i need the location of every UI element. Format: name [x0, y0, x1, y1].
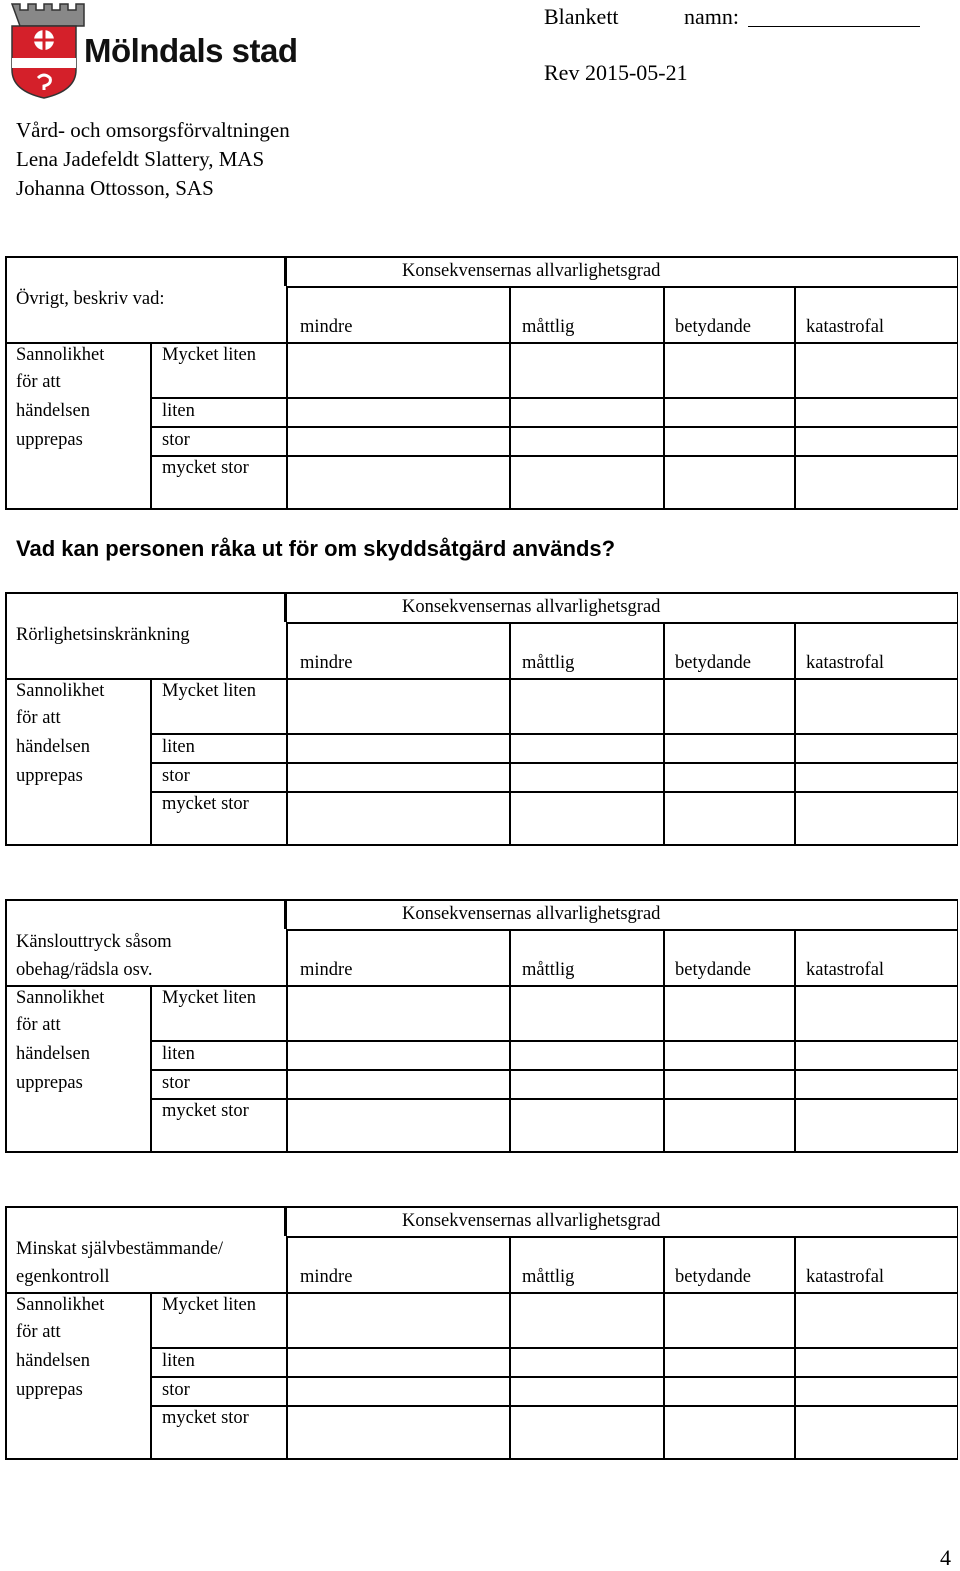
severity-label: måttlig — [522, 317, 575, 337]
severity-label: katastrofal — [806, 1267, 885, 1287]
likelihood-label: upprepas — [16, 766, 83, 786]
likelihood-label: för att — [16, 1322, 61, 1342]
form-label: Blankett — [544, 4, 619, 29]
table-border — [5, 592, 958, 594]
severity-label: mindre — [300, 653, 353, 673]
severity-label: mindre — [300, 1267, 353, 1287]
table-border — [150, 397, 958, 399]
name-field-line[interactable] — [748, 26, 920, 27]
brand-name: Mölndals stad — [84, 32, 298, 69]
severity-label: måttlig — [522, 653, 575, 673]
table-border — [957, 592, 959, 846]
risk-matrix-form — [5, 256, 958, 510]
table-border — [150, 342, 152, 508]
page-number: 4 — [940, 1545, 951, 1570]
table-border — [150, 985, 152, 1151]
table-border — [286, 286, 958, 288]
likelihood-label: Sannolikhet — [16, 1295, 105, 1315]
likelihood-level: mycket stor — [162, 1408, 249, 1428]
table-border — [5, 1458, 958, 1460]
table-border — [150, 678, 152, 844]
consequence-header: Konsekvensernas allvarlighetsgrad — [402, 904, 661, 924]
table-border — [150, 1098, 958, 1100]
risk-matrix-form — [5, 592, 958, 846]
table-border — [150, 733, 958, 735]
severity-label: katastrofal — [806, 653, 885, 673]
table-border — [5, 985, 958, 987]
table-border — [284, 592, 287, 622]
severity-label: betydande — [675, 1267, 752, 1287]
likelihood-label: Sannolikhet — [16, 681, 105, 701]
likelihood-level: Mycket liten — [162, 345, 257, 365]
likelihood-level: mycket stor — [162, 1101, 249, 1121]
table-border — [5, 899, 958, 901]
risk-matrix-form — [5, 1206, 958, 1460]
table-border — [150, 1405, 958, 1407]
table-border — [150, 1040, 958, 1042]
likelihood-label: händelsen — [16, 737, 90, 757]
form-title: Känslouttryck såsom — [16, 932, 172, 952]
table-border — [957, 1206, 959, 1460]
likelihood-level: liten — [162, 1044, 195, 1064]
name-label: namn: — [684, 4, 739, 29]
section-heading: Vad kan personen råka ut för om skyddsåtgärd används? — [16, 536, 616, 561]
likelihood-label: upprepas — [16, 1073, 83, 1093]
form-title: egenkontroll — [16, 1267, 110, 1287]
likelihood-label: för att — [16, 1015, 61, 1035]
table-border — [150, 455, 958, 457]
likelihood-level: stor — [162, 430, 190, 450]
table-border — [150, 1376, 958, 1378]
table-border — [5, 678, 958, 680]
table-border — [957, 899, 959, 1153]
table-border — [5, 844, 958, 846]
likelihood-level: stor — [162, 766, 190, 786]
table-border — [150, 426, 958, 428]
table-border — [5, 342, 958, 344]
severity-label: betydande — [675, 317, 752, 337]
table-border — [5, 1206, 7, 1458]
table-border — [286, 622, 958, 624]
severity-label: mindre — [300, 317, 353, 337]
risk-matrix-form — [5, 899, 958, 1153]
likelihood-label: Sannolikhet — [16, 345, 105, 365]
table-border — [5, 1292, 958, 1294]
revision-label: Rev 2015-05-21 — [544, 60, 688, 85]
likelihood-level: Mycket liten — [162, 681, 257, 701]
organization-line: Vård- och omsorgsförvaltningen — [16, 118, 290, 142]
likelihood-label: upprepas — [16, 1380, 83, 1400]
form-title: Övrigt, beskriv vad: — [16, 289, 165, 309]
table-border — [5, 256, 7, 508]
likelihood-level: Mycket liten — [162, 988, 257, 1008]
likelihood-level: liten — [162, 1351, 195, 1371]
likelihood-label: händelsen — [16, 401, 90, 421]
likelihood-label: händelsen — [16, 1044, 90, 1064]
table-border — [284, 256, 287, 286]
severity-label: måttlig — [522, 1267, 575, 1287]
form-title: Rörlighetsinskränkning — [16, 625, 190, 645]
likelihood-label: Sannolikhet — [16, 988, 105, 1008]
likelihood-level: mycket stor — [162, 794, 249, 814]
table-border — [150, 1069, 958, 1071]
severity-label: betydande — [675, 653, 752, 673]
likelihood-level: liten — [162, 737, 195, 757]
likelihood-level: mycket stor — [162, 458, 249, 478]
organization-line: Johanna Ottosson, SAS — [16, 176, 214, 200]
table-border — [957, 256, 959, 510]
form-title: Minskat självbestämmande/ — [16, 1239, 224, 1259]
table-border — [5, 508, 958, 510]
table-border — [150, 791, 958, 793]
form-title: obehag/rädsla osv. — [16, 960, 153, 980]
severity-label: katastrofal — [806, 317, 885, 337]
table-border — [150, 1292, 152, 1458]
severity-label: mindre — [300, 960, 353, 980]
table-border — [5, 1206, 958, 1208]
table-border — [150, 762, 958, 764]
likelihood-level: stor — [162, 1073, 190, 1093]
table-border — [5, 1151, 958, 1153]
likelihood-level: Mycket liten — [162, 1295, 257, 1315]
consequence-header: Konsekvensernas allvarlighetsgrad — [402, 597, 661, 617]
organization-line: Lena Jadefeldt Slattery, MAS — [16, 147, 265, 171]
likelihood-level: liten — [162, 401, 195, 421]
table-border — [286, 929, 958, 931]
table-border — [284, 899, 287, 929]
consequence-header: Konsekvensernas allvarlighetsgrad — [402, 1211, 661, 1231]
table-border — [5, 256, 958, 258]
likelihood-label: upprepas — [16, 430, 83, 450]
table-border — [5, 899, 7, 1151]
likelihood-label: händelsen — [16, 1351, 90, 1371]
severity-label: katastrofal — [806, 960, 885, 980]
severity-label: betydande — [675, 960, 752, 980]
table-border — [5, 592, 7, 844]
likelihood-label: för att — [16, 708, 61, 728]
consequence-header: Konsekvensernas allvarlighetsgrad — [402, 261, 661, 281]
table-border — [284, 1206, 287, 1236]
coat-of-arms-icon — [8, 0, 88, 100]
likelihood-label: för att — [16, 372, 61, 392]
likelihood-level: stor — [162, 1380, 190, 1400]
severity-label: måttlig — [522, 960, 575, 980]
table-border — [286, 1236, 958, 1238]
table-border — [150, 1347, 958, 1349]
